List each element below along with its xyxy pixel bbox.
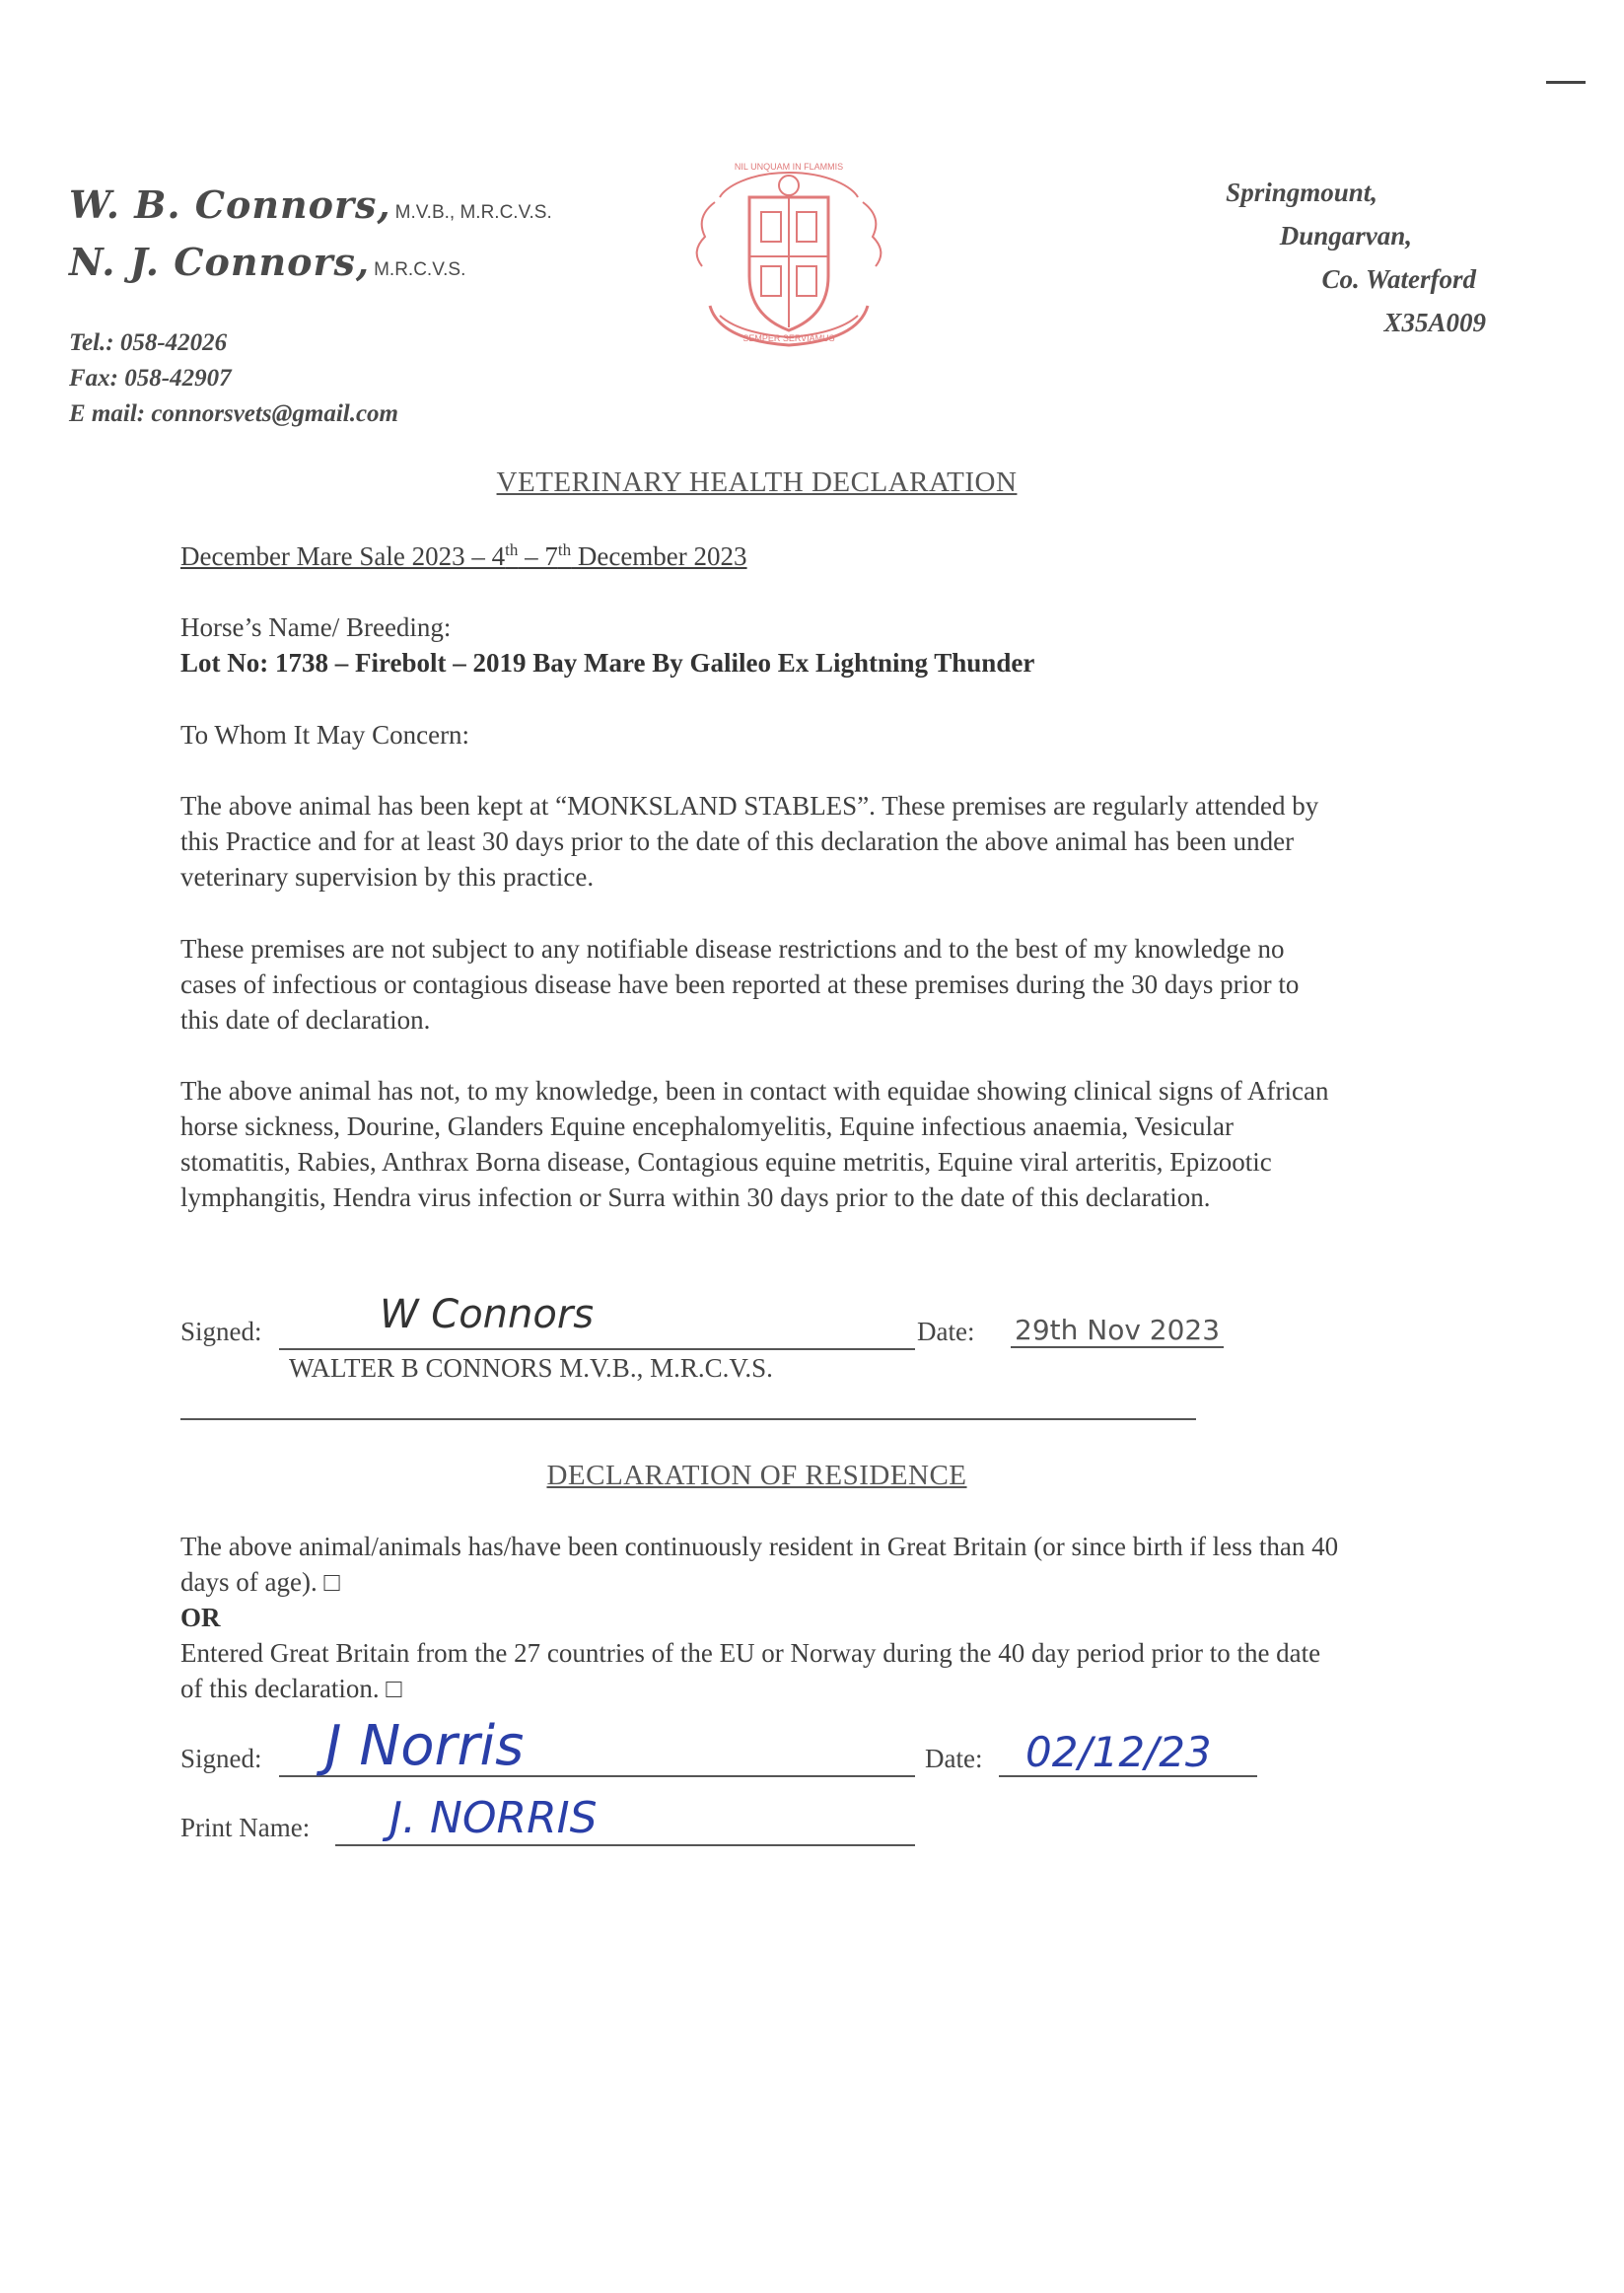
practitioner-2 xyxy=(69,240,552,297)
paragraph-3: The above animal has not, to my knowledge, been in contact with equidae showing clinical signs of African horse sickness, Dourine, Glanders Equine encephalomyelitis, Equine infectious anaemia, Vesicular stomatitis, Rabies, Anthrax Borna disease, Contagious equine metritis, Equine viral arteritis, Epizootic lymphangitis, Hendra virus infection or Surra within 30 days prior to the date of this declaration. xyxy=(180,1076,1329,1212)
sale-post: December 2023 xyxy=(571,541,747,571)
owner-signature: J Norris xyxy=(325,1714,525,1778)
vet-date-value: 29th Nov 2023 xyxy=(1011,1314,1224,1348)
residence-title: DECLARATION OF RESIDENCE xyxy=(546,1460,967,1491)
paragraph-1: The above animal has been kept at “MONKSLAND STABLES”. These premises are regularly attended by this Practice and for at least 30 days prior to the date of this declaration the above animal has been under veterinary supervision by this practice. xyxy=(180,791,1319,892)
practitioner-2-name: N. J. Connors, xyxy=(69,240,371,284)
vet-signature: W Connors xyxy=(380,1292,595,1337)
print-name-label: Print Name: xyxy=(180,1813,311,1842)
practitioner-1-name: W. B. Connors, xyxy=(69,182,391,227)
owner-signed-label: Signed: xyxy=(180,1744,262,1773)
paragraph-2: These premises are not subject to any notifiable disease restrictions and to the best of my knowledge no cases of infectious or contagious disease have been reported at these premises during the 30 days prior to this date of declaration. xyxy=(180,934,1300,1035)
page-edge-mark xyxy=(1546,81,1586,84)
sale-pre: December Mare Sale 2023 – 4 xyxy=(180,541,506,571)
lot-line: Lot No: 1738 – Firebolt – 2019 Bay Mare By Galileo Ex Lightning Thunder xyxy=(180,648,1035,678)
email: E mail: connorsvets@gmail.com xyxy=(69,400,398,427)
practitioner-1 xyxy=(69,182,552,240)
practitioner-1-quals: M.V.B., M.R.C.V.S. xyxy=(394,202,552,223)
document-title: VETERINARY HEALTH DECLARATION xyxy=(496,466,1018,498)
vet-printed-name: WALTER B CONNORS M.V.B., M.R.C.V.S. xyxy=(289,1353,773,1383)
telephone: Tel.: 058-42026 xyxy=(69,329,228,356)
sale-line xyxy=(180,538,1344,574)
sale-sup-2: th xyxy=(557,540,572,559)
horse-label: Horse’s Name/ Breeding: xyxy=(180,612,452,642)
address-line-2: Dungarvan, xyxy=(1279,221,1412,251)
contact-details xyxy=(69,325,398,432)
crest-text: NIL UNQUAM IN FLAMMIS xyxy=(734,162,844,172)
address-line-3: Co. Waterford xyxy=(1321,264,1476,294)
vet-signature-line xyxy=(279,1346,915,1350)
owner-date-label: Date: xyxy=(925,1744,983,1773)
vet-date-label: Date: xyxy=(917,1317,975,1346)
section-divider xyxy=(180,1416,1196,1420)
owner-date-value: 02/12/23 xyxy=(1025,1728,1212,1776)
practitioner-2-quals: M.R.C.V.S. xyxy=(374,259,466,280)
crest-motto: SEMPER SERVIAMUS xyxy=(742,333,835,343)
address-eircode: X35A009 xyxy=(1383,308,1486,337)
practice-address xyxy=(1226,178,1486,351)
residence-option-1: The above animal/animals has/have been continuously resident in Great Britain (or since birth if less than 40 days of age). □ xyxy=(180,1532,1339,1597)
salutation: To Whom It May Concern: xyxy=(180,720,470,750)
vet-signed-label: Signed: xyxy=(180,1317,262,1346)
crest-seal-icon xyxy=(680,158,897,355)
practitioner-names xyxy=(69,182,552,297)
residence-option-2: Entered Great Britain from the 27 countries of the EU or Norway during the 40 day period prior to the date of this declaration. □ xyxy=(180,1638,1321,1703)
residence-or: OR xyxy=(180,1603,221,1632)
sale-sup-1: th xyxy=(505,540,519,559)
address-line-1: Springmount, xyxy=(1226,178,1377,207)
print-name-value: J. NORRIS xyxy=(389,1793,598,1843)
fax: Fax: 058-42907 xyxy=(69,365,232,392)
sale-mid: – 7 xyxy=(518,541,558,571)
